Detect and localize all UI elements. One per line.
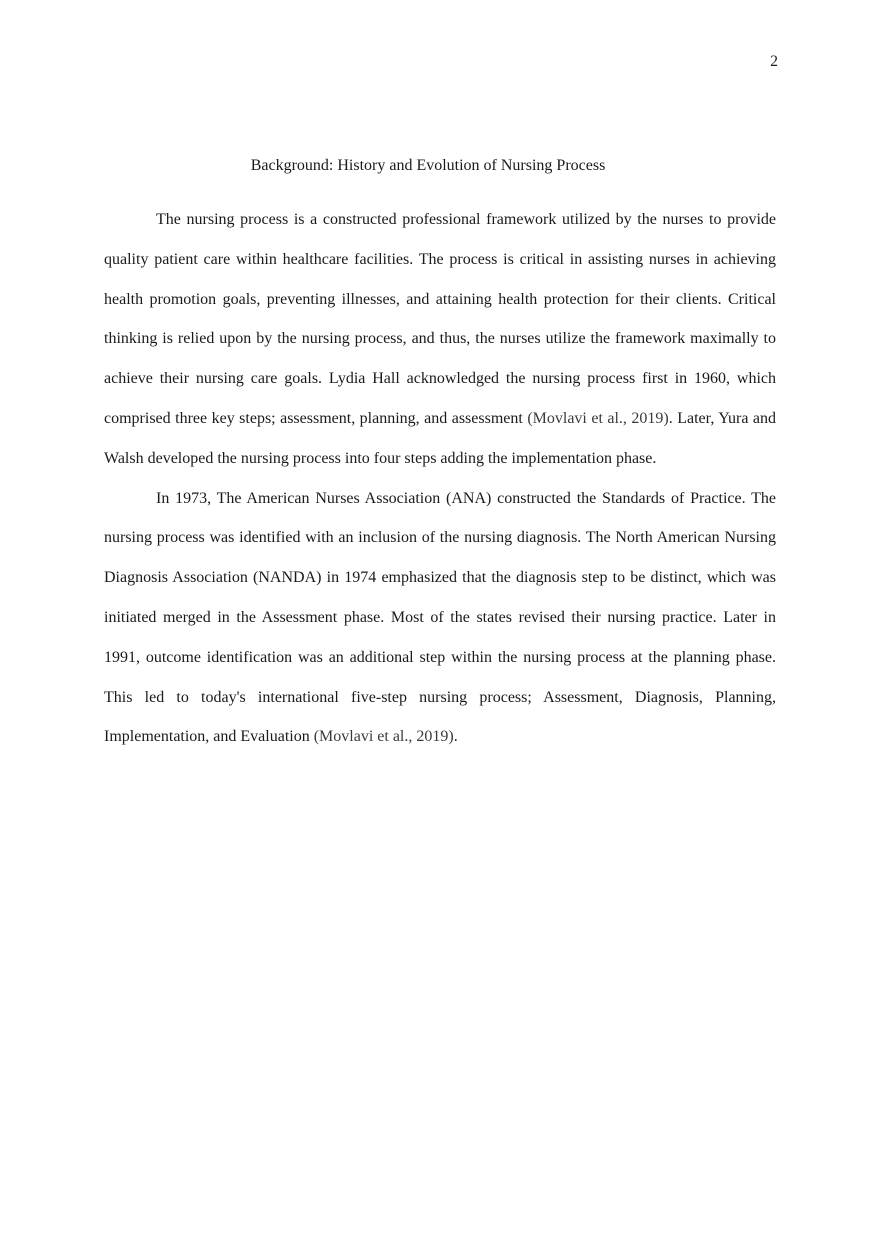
paragraph-text: In 1973, The American Nurses Association (ANA) constructed the Standards of Practice. The nursing process was identified with an inclusion of the nursing diagnosis. The North American Nursing Diagnosis Association (NANDA) in 1974 emphasized that the diagnosis step to be distinct, which was initiated merged in the Assessment phase. Most of the states revised their nursing practice. Later in 1991, outcome identification was an additional step within the nursing process at the planning phase. This led to today's international five-step nursing process; Assessment, Diagnosis, Planning, Implementation, and Evaluation [104, 489, 776, 746]
page-number: 2 [770, 53, 778, 70]
paragraph-text: . Later, Yura and Walsh developed the nursing process into four steps adding the implementation phase. [104, 409, 777, 467]
body-text [104, 200, 776, 757]
section-heading: Background: History and Evolution of Nursing Process [250, 157, 606, 174]
paragraph-history [104, 200, 776, 479]
citation: (Movlavi et al., 2019) [313, 728, 454, 746]
paragraph-text: The nursing process is a constructed professional framework utilized by the nurses to provide quality patient care within healthcare facilities. The process is critical in assisting nurses in achieving health promotion goals, preventing illnesses, and attaining health protection for their clients. Critical thinking is relied upon by the nursing process, and thus, the nurses utilize the framework maximally to achieve their nursing care goals. Lydia Hall acknowledged the nursing process first in 1960, which comprised three key steps; assessment, planning, and assessment [104, 211, 776, 427]
paragraph-text: . [453, 728, 458, 746]
citation: (Movlavi et al., 2019) [527, 409, 669, 427]
paragraph-evolution [104, 479, 776, 758]
